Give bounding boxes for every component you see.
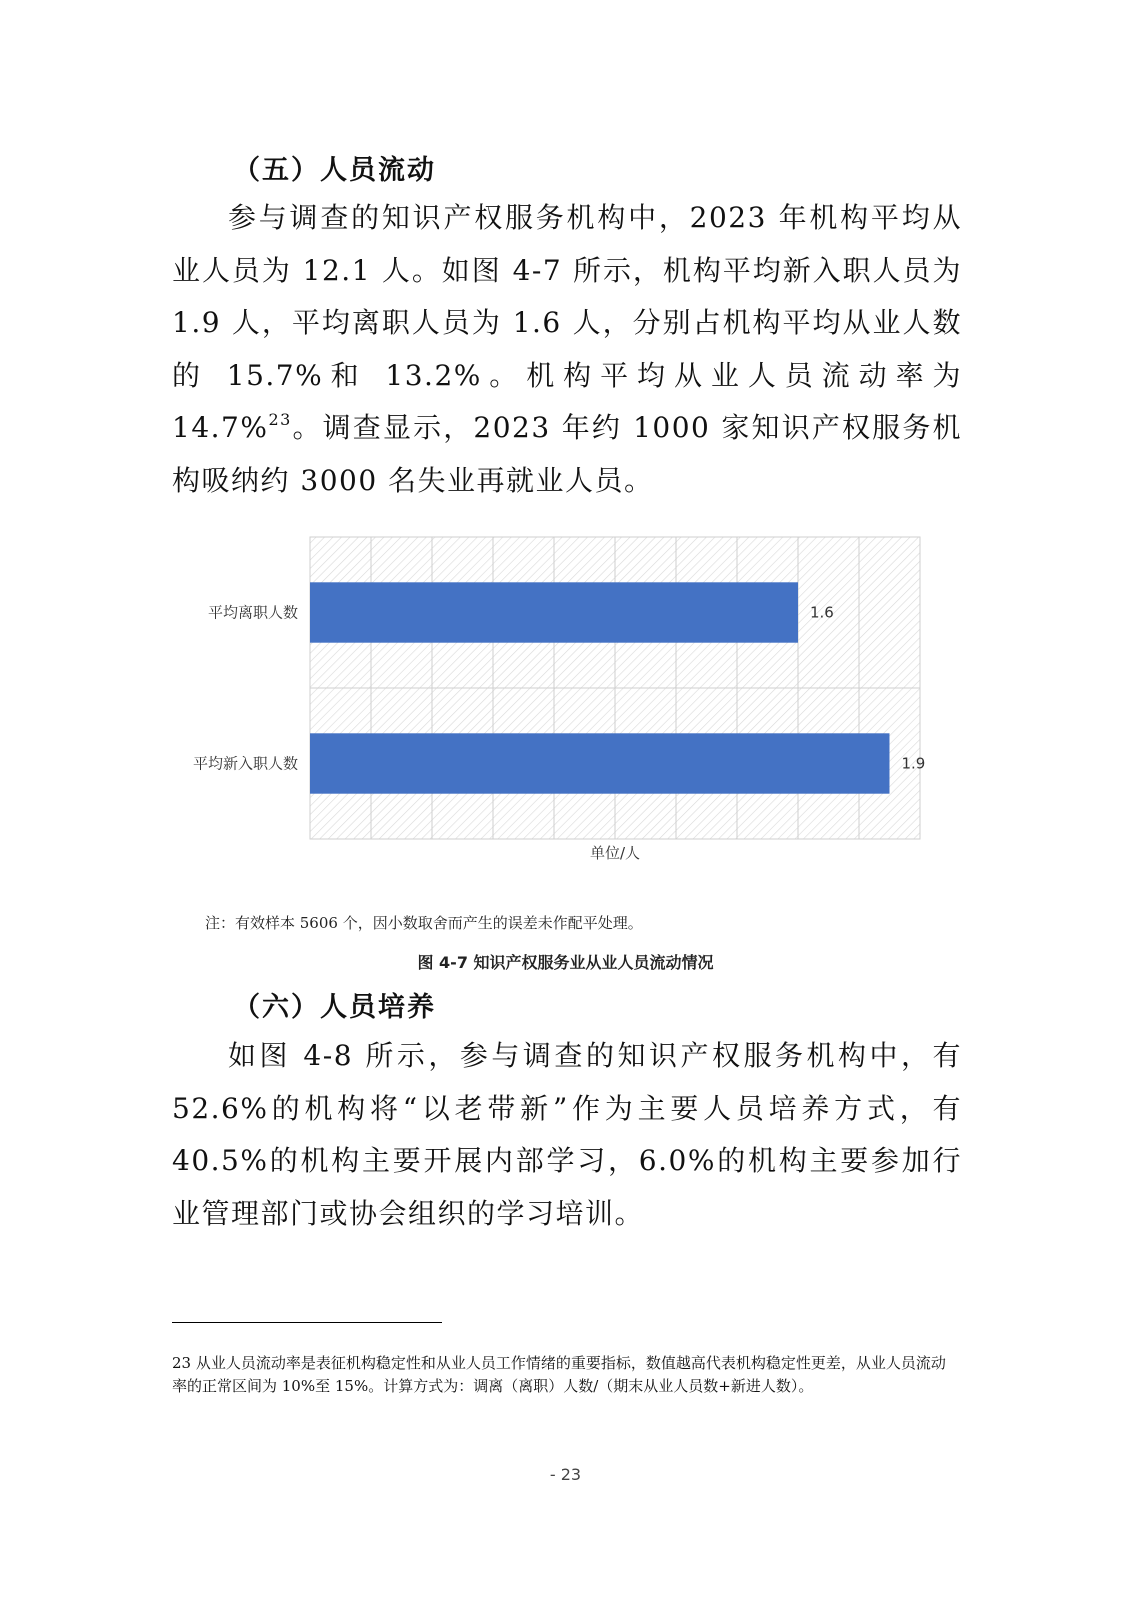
category-labels — [193, 604, 298, 773]
section-heading-personnel-training: （六）人员培养 — [233, 992, 436, 1023]
bar-2 — [310, 733, 890, 793]
paragraph-tail-text: 。调查显示，2023 年约 1000 家知识产权服务机构吸纳约 3000 名失业再就业人员。 — [172, 411, 962, 497]
category-label-1: 平均离职人数 — [207, 603, 298, 622]
paragraph-personnel-training: 如图 4-8 所示，参与调查的知识产权服务机构中，有 52.6%的机构将“以老带新”作为主要人员培养方式，有 40.5%的机构主要开展内部学习，6.0%的机构主要参加行业管理部门或协会组织的学习培训。 — [172, 1039, 962, 1230]
paragraph-personnel-mobility — [172, 192, 962, 507]
personnel-mobility-chart — [170, 530, 930, 870]
value-label-1: 1.6 — [810, 603, 834, 622]
page-number: - 23 — [549, 1465, 582, 1484]
value-label-2: 1.9 — [901, 754, 926, 773]
category-label-2: 平均新入职人数 — [192, 754, 298, 773]
paragraph-main-text: 参与调查的知识产权服务机构中，2023 年机构平均从业人员为 12.1 人。如图 4-7 所示，机构平均新入职人员为 1.9 人，平均离职人员为 1.6 人，分别占机构平均从业人数的 15.7%和 13.2%。机构平均从业人员流动率为 14.7% — [172, 201, 962, 444]
footnote-separator — [172, 1322, 442, 1323]
x-axis-label: 单位/人 — [589, 844, 641, 862]
section-heading-personnel-mobility: （五）人员流动 — [233, 155, 436, 186]
footnote-23: 23 从业人员流动率是表征机构稳定性和从业人员工作情绪的重要指标，数值越高代表机构稳定性更差，从业人员流动率的正常区间为 10%至 15%。计算方式为：调离（离职）人数/（期末从业人员数+新进人数）。 — [172, 1354, 946, 1395]
figure-note: 注：有效样本 5606 个，因小数取舍而产生的误差未作配平处理。 — [205, 914, 643, 932]
bar-1 — [310, 582, 798, 642]
footnote-reference[interactable]: 23 — [268, 410, 292, 429]
figure-caption: 图 4-7 知识产权服务业从业人员流动情况 — [417, 953, 714, 972]
